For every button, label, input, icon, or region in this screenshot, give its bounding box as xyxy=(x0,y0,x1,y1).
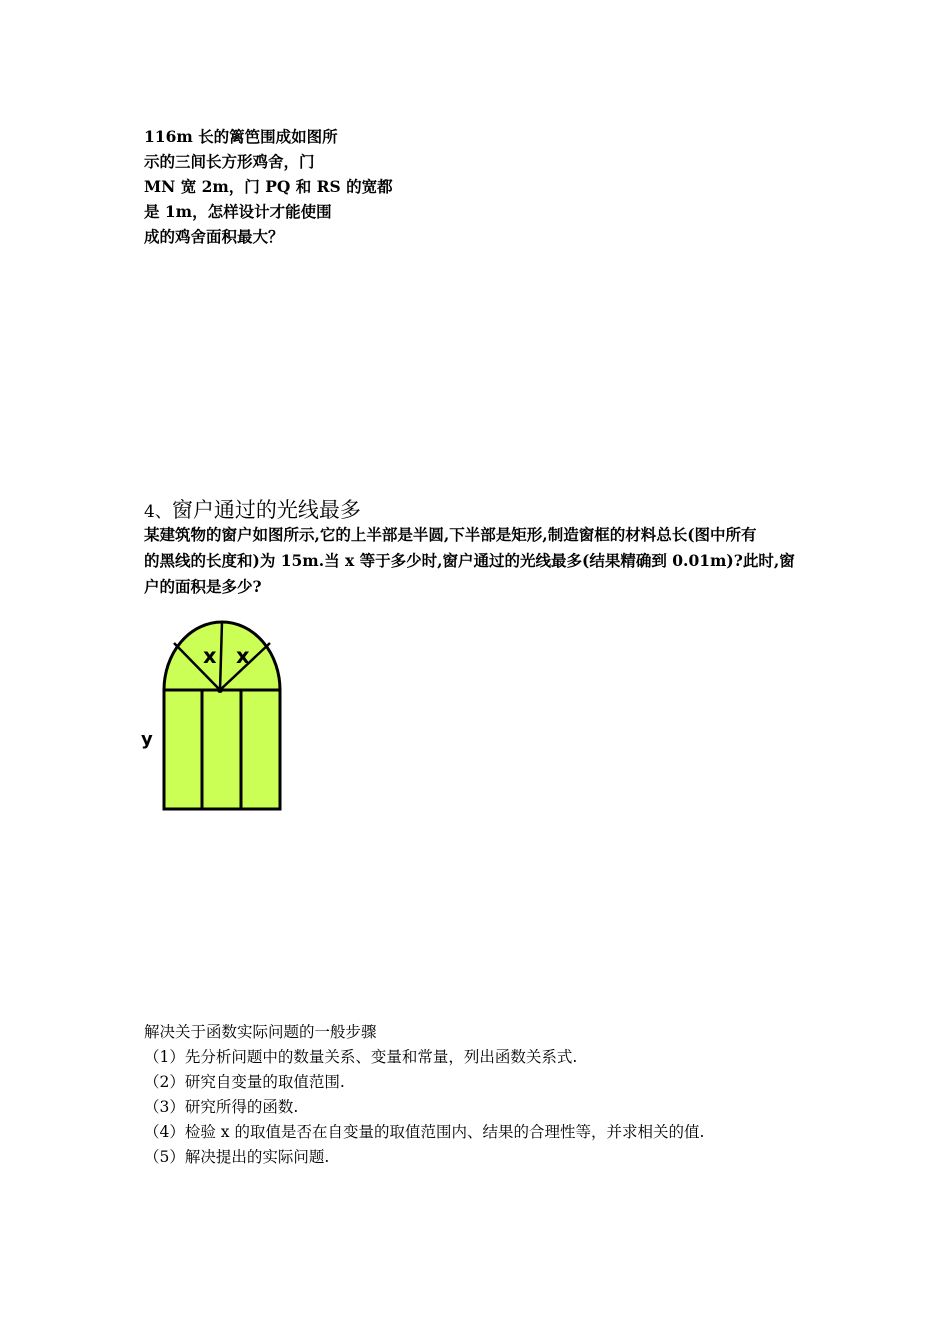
solution-steps xyxy=(144,1020,844,1170)
problem-line: 的黑线的长度和)为 15m.当 x 等于多少时,窗户通过的光线最多(结果精确到 0.01m)?此时,窗 xyxy=(144,551,795,570)
problem-line: 某建筑物的窗户如图所示,它的上半部是半圆,下半部是矩形,制造窗框的材料总长(图中所有 xyxy=(144,525,757,544)
problem-line: 116m 长的篱笆围成如图所 xyxy=(144,127,338,146)
steps-heading: 解决关于函数实际问题的一般步骤 xyxy=(144,1023,377,1041)
window-rectangle xyxy=(164,690,280,809)
problem-line: 是 1m，怎样设计才能使围 xyxy=(144,202,332,221)
window-problem xyxy=(144,522,824,600)
problem-line: MN 宽 2m，门 PQ 和 RS 的宽都 xyxy=(144,177,393,196)
step-item: （4）检验 x 的取值是否在自变量的取值范围内、结果的合理性等，并求相关的值. xyxy=(144,1123,705,1141)
problem-line: 成的鸡舍面积最大？ xyxy=(144,227,284,246)
step-item: （5）解决提出的实际问题. xyxy=(144,1148,330,1166)
label-y: y xyxy=(141,729,153,750)
problem-line: 户的面积是多少? xyxy=(144,577,262,596)
window-diagram xyxy=(136,615,296,820)
step-item: （2）研究自变量的取值范围. xyxy=(144,1073,345,1091)
chicken-coop-problem xyxy=(144,124,404,249)
window-center-dot xyxy=(217,687,223,693)
problem-line: 示的三间长方形鸡舍，门 xyxy=(144,152,315,171)
step-item: （1）先分析问题中的数量关系、变量和常量，列出函数关系式. xyxy=(144,1048,578,1066)
section-number: 4、 xyxy=(144,502,172,522)
section-heading xyxy=(144,494,361,524)
label-x-left: x xyxy=(203,644,217,668)
label-x-right: x xyxy=(236,644,250,668)
section-title: 窗户通过的光线最多 xyxy=(171,498,361,522)
step-item: （3）研究所得的函数. xyxy=(144,1098,299,1116)
